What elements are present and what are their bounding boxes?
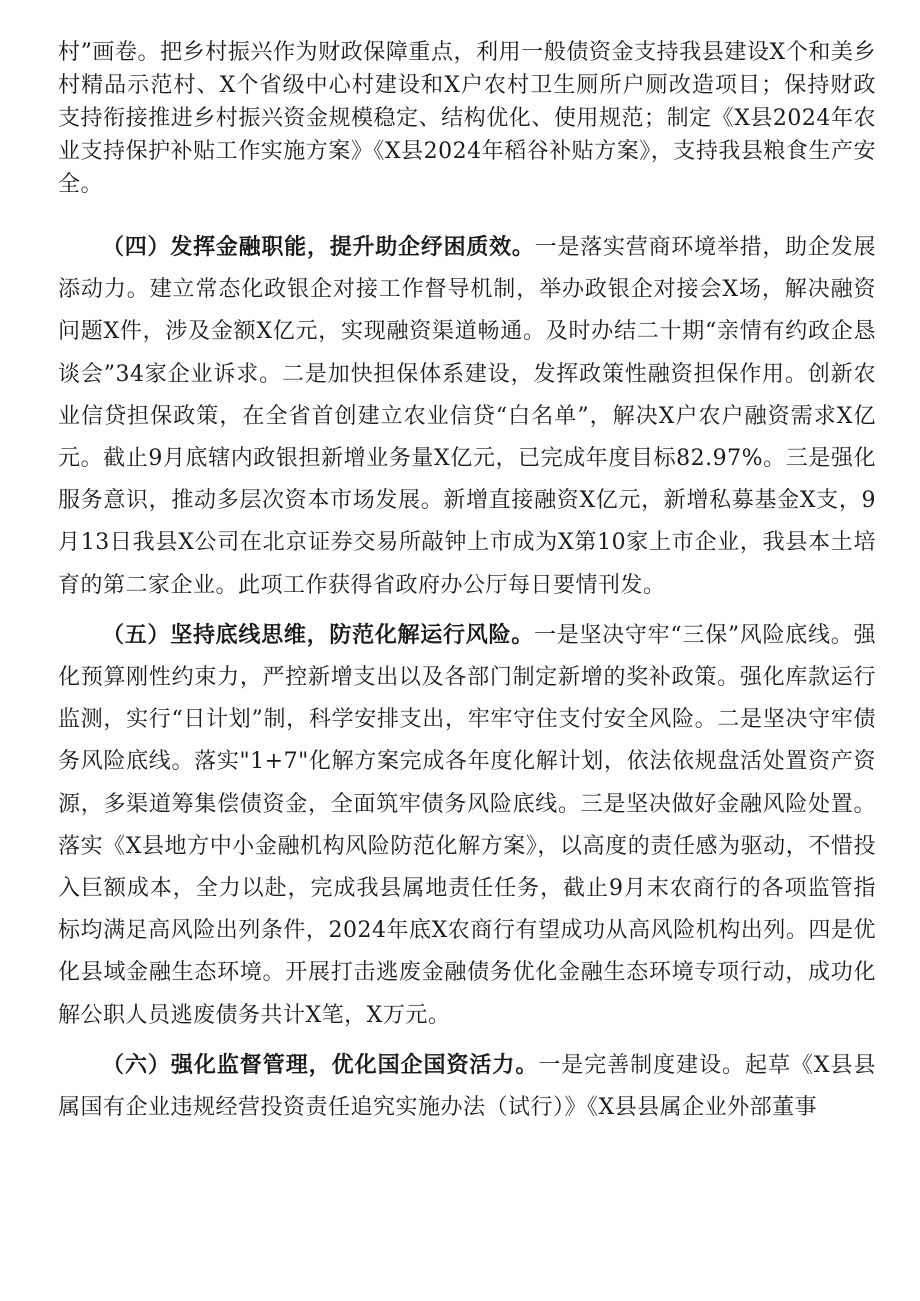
section-heading-5: （五）坚持底线思维，防范化解运行风险。 [102, 622, 534, 648]
paragraph-body: 一是完善制度建设。起草《X县县属国有企业违规经营投资责任追究实施办法（试行）》《X县县属企业外部董事 [58, 1052, 876, 1121]
paragraph-finance-support [58, 227, 876, 607]
paragraph-soe-supervision [58, 1045, 876, 1129]
paragraph-rural-revitalization [58, 36, 876, 201]
document-page [58, 36, 876, 1137]
section-heading-6: （六）强化监督管理，优化国企国资活力。 [102, 1052, 539, 1078]
paragraph-body: 村”画卷。把乡村振兴作为财政保障重点，利用一般债资金支持我县建设X个和美乡村精品示范村、X个省级中心村建设和X户农村卫生厕所户厕改造项目；保持财政支持衔接推进乡村振兴资金规模稳定、结构优化、使用规范；制定《X县2024年农业支持保护补贴工作实施方案》《X县2024年稻谷补贴方案》，支持我县粮食生产安全。 [58, 40, 876, 197]
paragraph-body: 一是坚决守牢“三保”风险底线。强化预算刚性约束力，严控新增支出以及各部门制定新增的奖补政策。强化库款运行监测，实行“日计划”制，科学安排支出，牢牢守住支付安全风险。二是坚决守牢债务风险底线。落实"1+7"化解方案完成各年度化解计划，依法依规盘活处置资产资源，多渠道筹集偿债资金，全面筑牢债务风险底线。三是坚决做好金融风险处置。落实《X县地方中小金融机构风险防范化解方案》，以高度的责任感为驱动，不惜投入巨额成本，全力以赴，完成我县属地责任任务，截止9月末农商行的各项监管指标均满足高风险出列条件，2024年底X农商行有望成功从高风险机构出列。四是优化县域金融生态环境。开展打击逃废金融债务优化金融生态环境专项行动，成功化解公职人员逃废债务共计X笔，X万元。 [58, 622, 876, 1028]
paragraph-risk-prevention [58, 615, 876, 1037]
paragraph-body: 一是落实营商环境举措，助企发展添动力。建立常态化政银企对接工作督导机制，举办政银企对接会X场，解决融资问题X件，涉及金额X亿元，实现融资渠道畅通。及时办结二十期“亲情有约政企恳谈会”34家企业诉求。二是加快担保体系建设，发挥政策性融资担保作用。创新农业信贷担保政策，在全省首创建立农业信贷“白名单”，解决X户农户融资需求X亿元。截止9月底辖内政银担新增业务量X亿元，已完成年度目标82.97%。三是强化服务意识，推动多层次资本市场发展。新增直接融资X亿元，新增私募基金X支，9月13日我县X公司在北京证券交易所敲钟上市成为X第10家上市企业，我县本土培育的第二家企业。此项工作获得省政府办公厅每日要情刊发。 [58, 235, 876, 598]
section-heading-4: （四）发挥金融职能，提升助企纾困质效。 [102, 235, 535, 260]
